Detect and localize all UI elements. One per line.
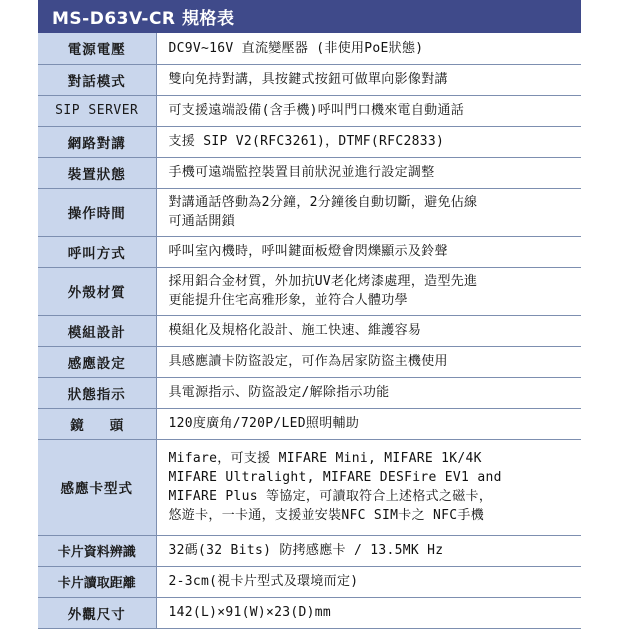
row-label-talk-mode: 對話模式 bbox=[38, 64, 156, 95]
row-value-lens bbox=[156, 408, 581, 439]
row-label-lens: 鏡頭 bbox=[38, 408, 156, 439]
value-line: MIFARE Plus 等協定，可讀取符合上述格式之磁卡， bbox=[168, 489, 493, 504]
row-value-power bbox=[156, 33, 581, 64]
row-label-status-indicator: 狀態指示 bbox=[38, 377, 156, 408]
row-value-call-method bbox=[156, 236, 581, 267]
table-row bbox=[38, 267, 581, 315]
value-line: 32碼(32 Bits) 防拷感應卡 / 13.5MK Hz bbox=[168, 543, 444, 558]
value-line: 2-3cm(視卡片型式及環境而定) bbox=[168, 574, 359, 589]
row-value-module-design bbox=[156, 315, 581, 346]
table-row bbox=[38, 64, 581, 95]
value-line: MIFARE Ultralight, MIFARE DESFire EV1 and bbox=[168, 470, 502, 485]
row-value-network-intercom bbox=[156, 126, 581, 157]
value-line: 呼叫室內機時，呼叫鍵面板燈會閃爍顯示及鈴聲 bbox=[168, 244, 448, 259]
spec-title: MS-D63V-CR 規格表 bbox=[38, 0, 581, 33]
table-row bbox=[38, 157, 581, 188]
table-row bbox=[38, 597, 581, 628]
value-line: 具電源指示、防盜設定/解除指示功能 bbox=[168, 385, 390, 400]
row-label-network-intercom: 網路對講 bbox=[38, 126, 156, 157]
row-label-sip-server: SIP SERVER bbox=[38, 95, 156, 126]
value-line: 採用鋁合金材質，外加抗UV老化烤漆處理，造型先進 bbox=[168, 274, 478, 289]
value-line: 更能提升住宅高雅形象，並符合人體功學 bbox=[168, 293, 408, 308]
table-row bbox=[38, 126, 581, 157]
table-row bbox=[38, 346, 581, 377]
row-value-operation-time bbox=[156, 188, 581, 236]
value-line: 悠遊卡，一卡通，支援並安裝NFC SIM卡之 NFC手機 bbox=[168, 508, 484, 523]
row-label-card-type: 感應卡型式 bbox=[38, 439, 156, 535]
row-label-read-distance: 卡片讀取距離 bbox=[38, 566, 156, 597]
row-value-housing-material bbox=[156, 267, 581, 315]
row-value-sensor-setting bbox=[156, 346, 581, 377]
table-row bbox=[38, 33, 581, 64]
value-line: 模組化及規格化設計、施工快速、維護容易 bbox=[168, 323, 422, 338]
table-row bbox=[38, 439, 581, 535]
value-line: 具感應讀卡防盜設定，可作為居家防盜主機使用 bbox=[168, 354, 448, 369]
value-line: DC9V~16V 直流變壓器 (非使用PoE狀態) bbox=[168, 40, 424, 56]
row-label-device-status: 裝置狀態 bbox=[38, 157, 156, 188]
value-line: 可通話開鎖 bbox=[168, 214, 236, 229]
table-row bbox=[38, 535, 581, 566]
table-row bbox=[38, 236, 581, 267]
row-label-card-data: 卡片資料辨識 bbox=[38, 535, 156, 566]
row-value-card-data bbox=[156, 535, 581, 566]
value-line: Mifare，可支援 MIFARE Mini, MIFARE 1K/4K bbox=[168, 451, 482, 466]
row-label-sensor-setting: 感應設定 bbox=[38, 346, 156, 377]
value-line: 雙向免持對講，具按鍵式按鈕可做單向影像對講 bbox=[168, 72, 448, 87]
row-value-dimensions bbox=[156, 597, 581, 628]
value-line: 手機可遠端監控裝置目前狀況並進行設定調整 bbox=[168, 165, 435, 180]
row-label-dimensions: 外觀尺寸 bbox=[38, 597, 156, 628]
value-line: 可支援遠端設備(含手機)呼叫門口機來電自動通話 bbox=[168, 103, 465, 118]
table-row bbox=[38, 95, 581, 126]
row-value-device-status bbox=[156, 157, 581, 188]
table-row bbox=[38, 408, 581, 439]
row-label-call-method: 呼叫方式 bbox=[38, 236, 156, 267]
row-label-operation-time: 操作時間 bbox=[38, 188, 156, 236]
spec-sheet bbox=[38, 0, 581, 623]
row-value-sip-server bbox=[156, 95, 581, 126]
row-label-power: 電源電壓 bbox=[38, 33, 156, 64]
row-label-housing-material: 外殼材質 bbox=[38, 267, 156, 315]
row-value-card-type bbox=[156, 439, 581, 535]
value-line: 120度廣角/720P/LED照明輔助 bbox=[168, 416, 360, 431]
row-label-module-design: 模組設計 bbox=[38, 315, 156, 346]
table-row bbox=[38, 377, 581, 408]
row-value-status-indicator bbox=[156, 377, 581, 408]
value-line: 142(L)×91(W)×23(D)mm bbox=[168, 605, 332, 620]
table-row bbox=[38, 315, 581, 346]
table-row bbox=[38, 188, 581, 236]
spec-table bbox=[38, 33, 581, 629]
value-line: 對講通話啓動為2分鐘，2分鐘後自動切斷，避免佔線 bbox=[168, 195, 478, 210]
row-value-talk-mode bbox=[156, 64, 581, 95]
value-line: 支援 SIP V2(RFC3261)，DTMF(RFC2833) bbox=[168, 134, 445, 149]
table-row bbox=[38, 566, 581, 597]
row-value-read-distance bbox=[156, 566, 581, 597]
